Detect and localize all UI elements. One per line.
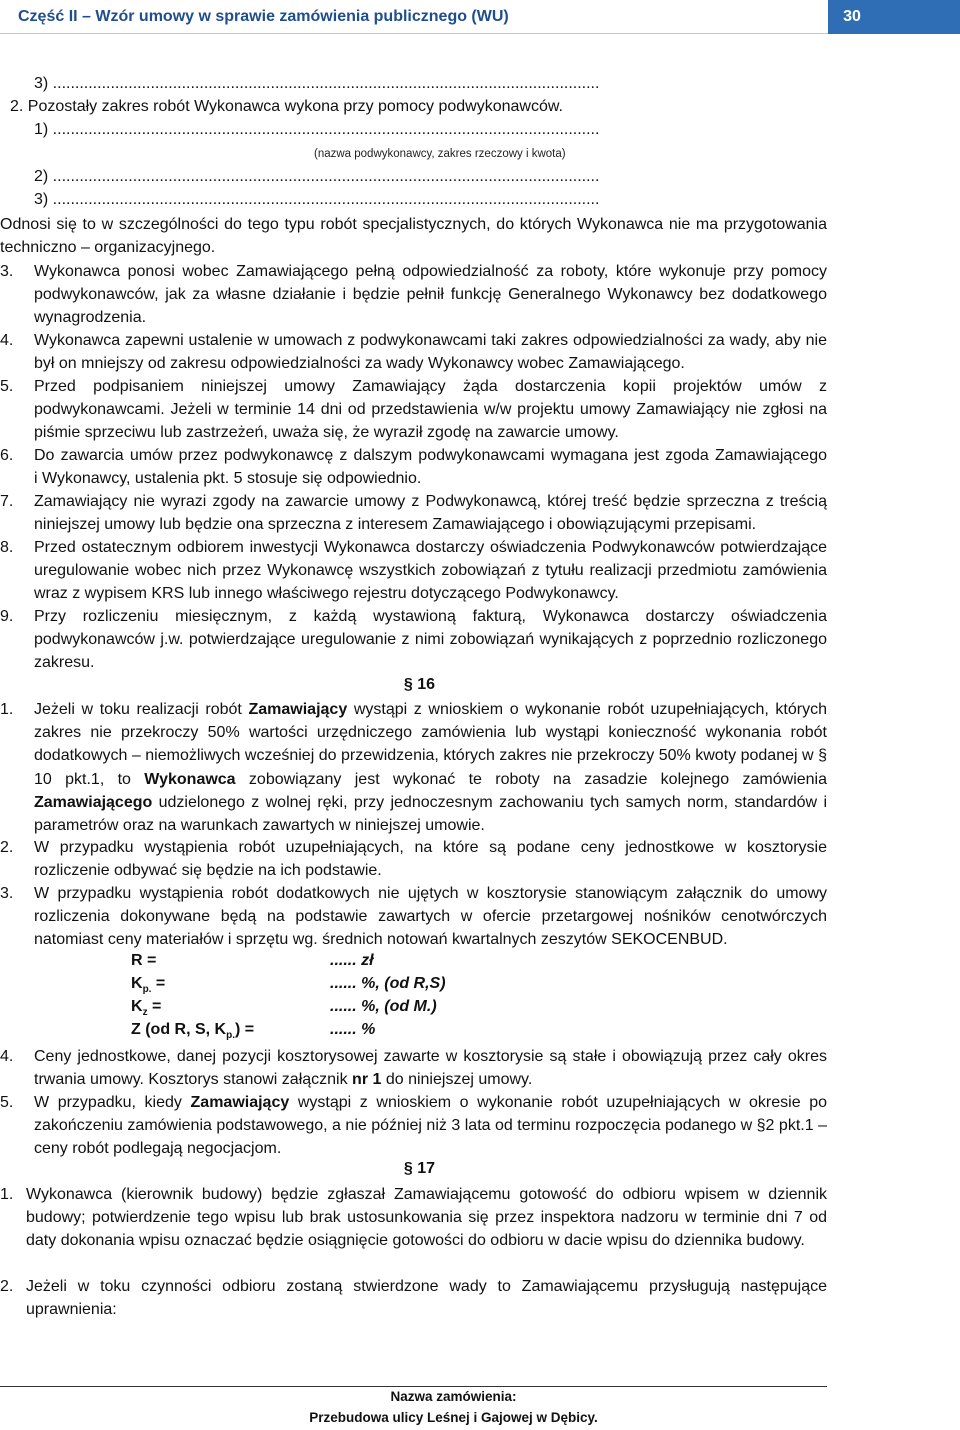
list-item: 1) ........................................................................................................................... [34, 121, 600, 138]
page-number: 30 [843, 8, 861, 25]
item-text: W przypadku wystąpienia robót uzupełniających, na które są podane ceny jednostkowe w kosztorysie rozliczenie odbywać się będzie na ich podstawie. [34, 839, 827, 880]
item-number: 3. [0, 263, 14, 280]
item-text: Przy rozliczeniu miesięcznym, z każdą wystawioną fakturą, Wykonawca dostarczy oświadczenia podwykonawców j.w. potwierdzające uregulowanie z nimi zobowiązań wynikających z poprzednio rozliczonego zakresu. [34, 608, 827, 672]
item-number: 3. [0, 885, 14, 902]
item-text: Wykonawca ponosi wobec Zamawiającego pełną odpowiedzialność za roboty, które wykonuje przy pomocy podwykonawców, jak za własne działanie i będzie pełnił funkcję Generalnego Wykonawcy bez dodatkowego wynagrodzenia. [34, 263, 827, 327]
item-number: 4. [0, 1048, 14, 1065]
footer-divider [0, 1386, 827, 1387]
item-number: 5. [0, 1094, 14, 1111]
item-number: 2. [0, 1278, 14, 1295]
item-text: W przypadku, kiedy Zamawiający wystąpi z wnioskiem o wykonanie robót uzupełniających w okresie po zakończeniu zamówienia podstawowego, a nie później niż 3 lata od terminu rozpoczęcia podanego w §2 pkt.1 – ceny robót podlegają negocjacjom. [34, 1094, 827, 1158]
footer-project-name: Przebudowa ulicy Leśnej i Gajowej w Dębicy. [309, 1410, 598, 1425]
hint-text: (nazwa podwykonawcy, zakres rzeczowy i kwota) [314, 148, 566, 160]
list-item: 2) ........................................................................................................................... [34, 168, 600, 185]
item-text: Jeżeli w toku czynności odbioru zostaną stwierdzone wady to Zamawiającemu przysługują następujące uprawnienia: [26, 1278, 827, 1319]
formula-label: $K_z$ = [131, 998, 162, 1019]
item-text: Przed ostatecznym odbiorem inwestycji Wykonawca dostarczy oświadczenia Podwykonawców potwierdzające uregulowanie wobec nich przez Wykonawcę wszystkich zobowiązań z tytułu realizacji przedmiotu zamówienia wraz z wypisem KRS lub innego właściwego rejestru dotyczącego Podwykonawcy. [34, 539, 827, 603]
formula-value: ...... % [330, 1021, 376, 1038]
item-number: 2. [0, 839, 14, 856]
formula-value: ...... zł [330, 952, 374, 969]
item-text: Ceny jednostkowe, danej pozycji kosztorysowej zawarte w kosztorysie są stałe i obowiązują przez cały okres trwania umowy. Kosztorys stanowi załącznik nr 1 do niniejszej umowy. [34, 1048, 827, 1089]
formula-value: ...... %, (od M.) [330, 998, 437, 1015]
item-text: Zamawiający nie wyrazi zgody na zawarcie umowy z Podwykonawcą, której treść będzie sprzeczna z treścią niniejszej umowy lub będzie ona sprzeczna z interesem Zamawiającego i obowiązującymi przepisami. [34, 493, 827, 534]
item-text: Wykonawca zapewni ustalenie w umowach z podwykonawcami taki zakres odpowiedzialności za wady, aby nie był on mniejszy od zakresu odpowiedzialności za wady Wykonawcy wobec Zamawiającego. [34, 332, 827, 373]
list-item: 3) ........................................................................................................................... [34, 75, 600, 92]
formula-label: $K_{p.}$ = [131, 975, 166, 996]
item-number: 9. [0, 608, 14, 625]
section-heading-16: § 16 [403, 676, 436, 693]
item-number: 8. [0, 539, 14, 556]
item-text: Wykonawca (kierownik budowy) będzie zgłaszał Zamawiającemu gotowość do odbioru wpisem w dziennik budowy; potwierdzenie tego wpisu lub brak ustosunkowania się przez inspektora nadzoru w terminie dni 7 od daty dokonania wpisu oznaczać będzie osiągnięcie gotowości do odbioru w dacie wpisu do dziennika budowy. [26, 1186, 827, 1250]
item-text: Przed podpisaniem niniejszej umowy Zamawiający żąda dostarczenia kopii projektów umów z podwykonawcami. Jeżeli w terminie 14 dni od przedstawienia w/w projektu umowy Zamawiający nie zgłosi na piśmie sprzeciwu lub zastrzeżeń, uważa się, że wyraził zgodę na zawarcie umowy. [34, 378, 827, 442]
item-number: 1. [0, 1186, 14, 1203]
list-item: 2. Pozostały zakres robót Wykonawca wykona przy pomocy podwykonawców. [10, 98, 563, 115]
item-number: 6. [0, 447, 14, 464]
section-heading-17: § 17 [403, 1160, 436, 1177]
list-item: 3) ........................................................................................................................... [34, 191, 600, 208]
document-title: Część II – Wzór umowy w sprawie zamówienia publicznego (WU) [18, 8, 509, 25]
item-number: 7. [0, 493, 14, 510]
formula-value: ...... %, (od R,S) [330, 975, 446, 992]
formula-label: R = [131, 952, 157, 969]
paragraph: Odnosi się to w szczególności do tego typu robót specjalistycznych, do których Wykonawca nie ma przygotowania techniczno – organizacyjnego. [0, 216, 827, 256]
footer-label: Nazwa zamówienia: [390, 1389, 517, 1404]
item-number: 1. [0, 701, 14, 718]
page-header [0, 0, 960, 34]
page-number-badge [828, 0, 960, 34]
item-number: 5. [0, 378, 14, 395]
formula-label: Z (od R, S, $K_{p.}$) = [131, 1021, 255, 1042]
item-text: Do zawarcia umów przez podwykonawcę z dalszym podwykonawcami wymagana jest zgoda Zamawiającego i Wykonawcy, ustalenia pkt. 5 stosuje się odpowiednio. [34, 447, 863, 488]
item-number: 4. [0, 332, 14, 349]
item-text: W przypadku wystąpienia robót dodatkowych nie ujętych w kosztorysie stanowiącym załącznik do umowy rozliczenia dokonywane będą na podstawie zawartych w ofercie przetargowej nośników cenotwórczych natomiast ceny materiałów i sprzętu wg. średnich notowań kwartalnych zeszytów SEKOCENBUD. [34, 885, 827, 949]
item-text: Jeżeli w toku realizacji robót Zamawiający wystąpi z wnioskiem o wykonanie robót uzupełniających, których zakres nie przekroczy 50% wartości urzędniczego zamówienia lub wystąpi konieczność wykonania robót dodatkowych – niemożliwych wcześniej do przewidzenia, których zakres nie przekroczy 50% kwoty podanej w § 10 pkt.1, to Wykonawca zobowiązany jest wykonać te roboty na zasadzie kolejnego zamówienia Zamawiającego udzielonego z wolnej ręki, przy jednoczesnym zachowaniu tych samych norm, standardów i parametrów oraz na warunkach zawartych w niniejszej umowie. [34, 701, 828, 835]
